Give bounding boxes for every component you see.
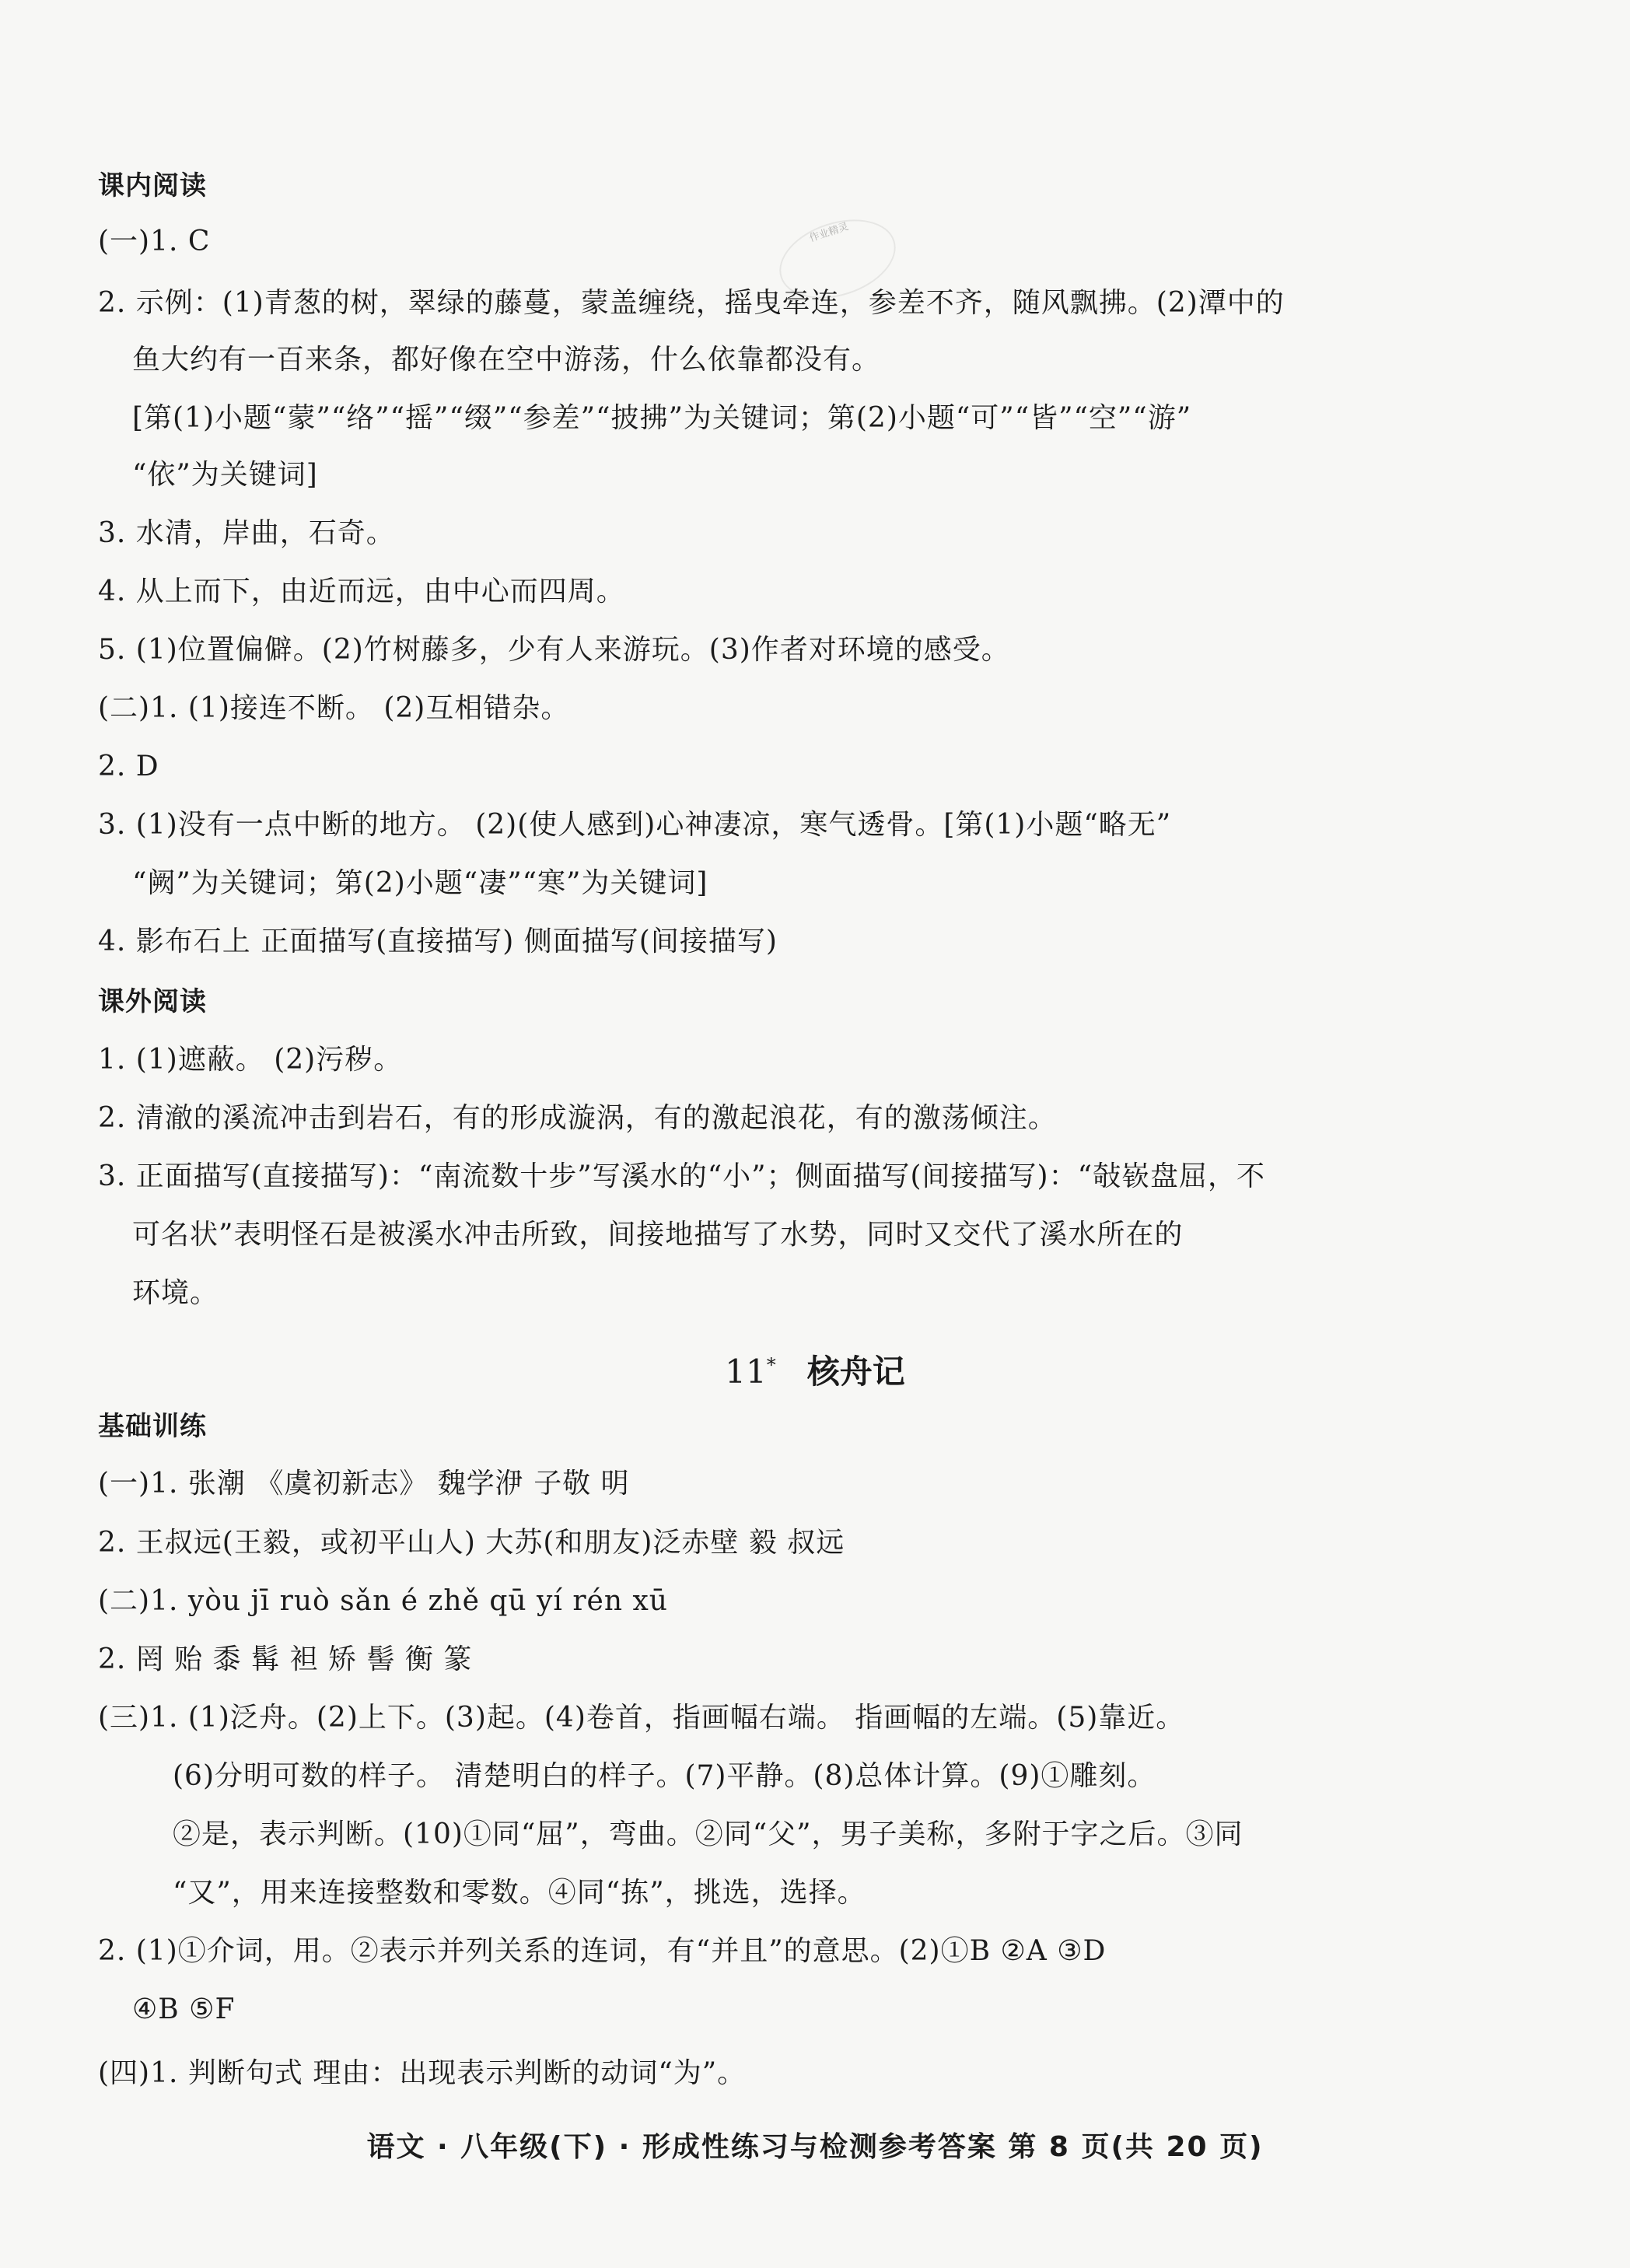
answer-line: (四)1. 判断句式 理由：出现表示判断的动词“为”。 — [98, 2057, 747, 2089]
answer-line: 5. (1)位置偏僻。(2)竹树藤多，少有人来游玩。(3)作者对环境的感受。 — [98, 634, 1010, 666]
watermark-stamp: 作业精灵 — [769, 206, 906, 313]
answer-line: 3. 正面描写(直接描写)：“南流数十步”写溪水的“小”；侧面描写(间接描写)：“敧嵚盘屈，不 — [98, 1160, 1265, 1192]
answer-line: “依”为关键词] — [132, 459, 318, 491]
answer-line: ④B ⑤F — [132, 1993, 236, 2025]
answer-line: (二)1. (1)接连不断。 (2)互相错杂。 — [98, 692, 570, 724]
answer-line: 2. 王叔远(王毅，或初平山人) 大苏(和朋友)泛赤壁 毅 叔远 — [98, 1527, 845, 1559]
answer-line: “阙”为关键词；第(2)小题“凄”“寒”为关键词] — [132, 867, 708, 899]
answer-line: 2. 示例：(1)青葱的树，翠绿的藤蔓，蒙盖缠绕，摇曳牵连，参差不齐，随风飘拂。(2)潭中的 — [98, 287, 1285, 319]
answer-line: 2. 罔 贻 黍 髯 袒 矫 髻 衡 篆 — [98, 1643, 473, 1675]
answer-line: (6)分明可数的样子。 清楚明白的样子。(7)平静。(8)总体计算。(9)①雕刻。 — [173, 1760, 1156, 1792]
answer-line: 1. (1)遮蔽。 (2)污秽。 — [98, 1044, 403, 1076]
answer-line: 3. 水清，岸曲，石奇。 — [98, 517, 395, 549]
page-footer: 语文 · 八年级(下) · 形成性练习与检测参考答案 第 8 页(共 20 页) — [366, 2131, 1264, 2163]
answer-line: 3. (1)没有一点中断的地方。 (2)(使人感到)心神凄凉，寒气透骨。[第(1)小题“略无” — [98, 809, 1172, 841]
answer-line: 可名状”表明怪石是被溪水冲击所致，间接地描写了水势，同时又交代了溪水所在的 — [132, 1219, 1184, 1251]
answer-line: (一)1. C — [98, 226, 211, 257]
answer-line: 2. D — [98, 751, 159, 782]
section-heading-kewai: 课外阅读 — [98, 986, 207, 1017]
section-heading-jichu: 基础训练 — [98, 1411, 207, 1442]
answer-line: (三)1. (1)泛舟。(2)上下。(3)起。(4)卷首，指画幅右端。 指画幅的左端。(5)靠近。 — [98, 1702, 1185, 1734]
lesson-name: 核舟记 — [806, 1353, 905, 1391]
section-heading-kenei: 课内阅读 — [98, 170, 207, 201]
answer-line: 环境。 — [132, 1277, 219, 1309]
answer-line: 2. (1)①介词，用。②表示并列关系的连词，有“并且”的意思。(2)①B ②A ③D — [98, 1935, 1107, 1967]
lesson-number: 11* — [725, 1353, 776, 1391]
answer-line: [第(1)小题“蒙”“络”“摇”“缀”“参差”“披拂”为关键词；第(2)小题“可”“皆”“空”“游” — [132, 402, 1192, 434]
answer-line: 鱼大约有一百来条，都好像在空中游荡，什么依靠都没有。 — [132, 344, 881, 376]
lesson-title — [0, 1342, 1630, 1395]
answer-line: ②是，表示判断。(10)①同“屈”，弯曲。②同“父”，男子美称，多附于字之后。③同 — [173, 1818, 1243, 1850]
answer-line: 4. 从上而下，由近而远，由中心而四周。 — [98, 576, 625, 607]
answer-line: 4. 影布石上 正面描写(直接描写) 侧面描写(间接描写) — [98, 926, 778, 957]
answer-line: (二)1. yòu jī ruò sǎn é zhě qū yí rén xū — [98, 1585, 668, 1617]
answer-line: “又”，用来连接整数和零数。④同“拣”，挑选，选择。 — [173, 1877, 866, 1909]
answer-line: 2. 清澈的溪流冲击到岩石，有的形成漩涡，有的激起浪花，有的激荡倾注。 — [98, 1102, 1057, 1134]
answer-line: (一)1. 张潮 《虞初新志》 魏学洢 子敬 明 — [98, 1468, 630, 1500]
